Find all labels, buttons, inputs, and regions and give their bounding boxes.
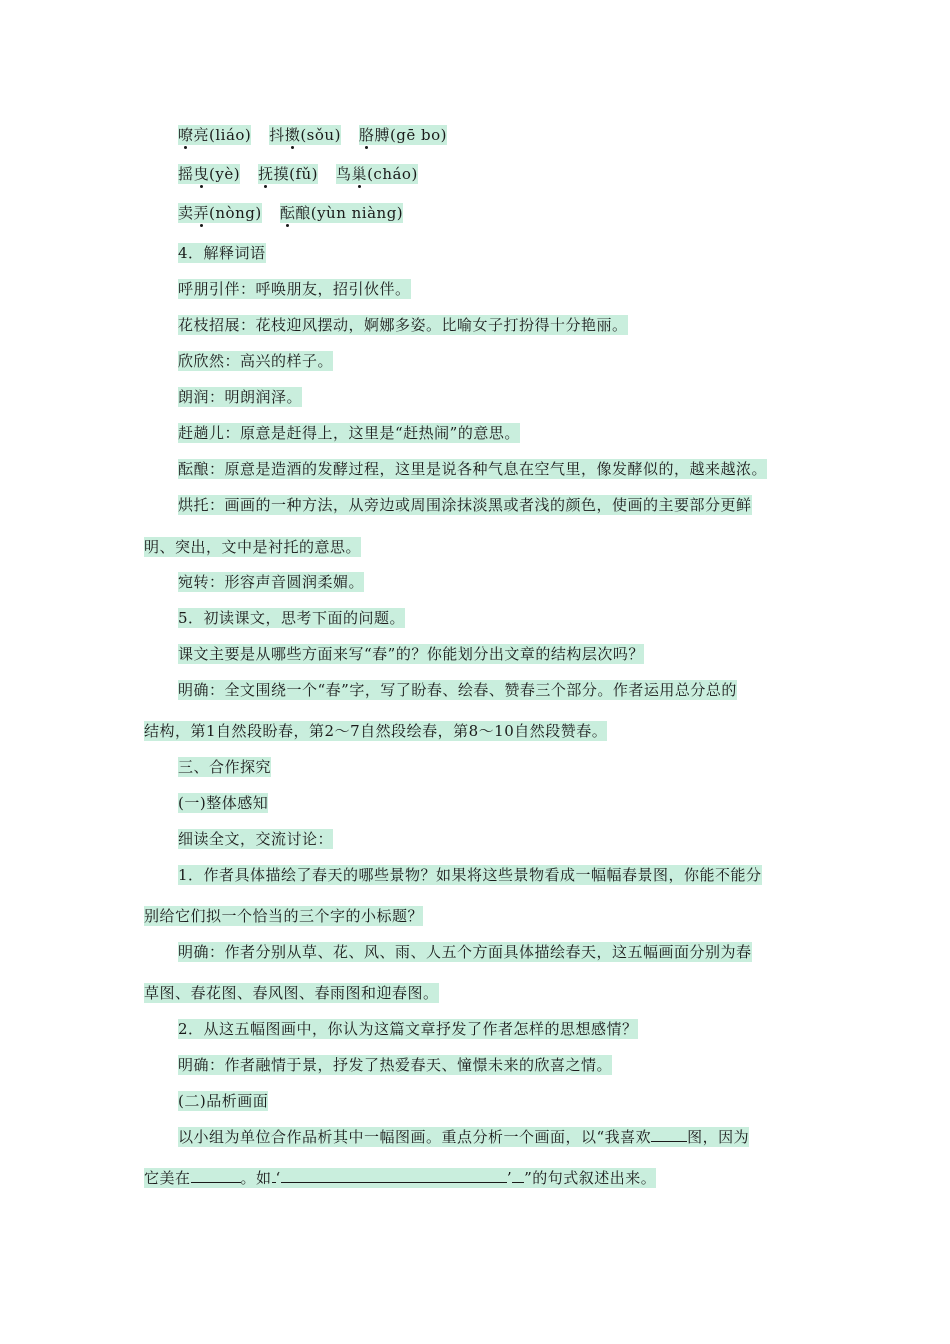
definition-line-cont: 明、突出，文中是衬托的意思。 [144, 538, 362, 556]
definition-line: 花枝招展：花枝迎风摆动，婀娜多姿。比喻女子打扮得十分艳丽。 [178, 316, 628, 334]
answer-line-cont: 结构，第1自然段盼春，第2～7自然段绘春，第8～10自然段赞春。 [144, 722, 608, 740]
definition-line: 赶趟儿：原意是赶得上，这里是“赶热闹”的意思。 [178, 424, 520, 442]
question-line-cont: 别给它们拟一个恰当的三个字的小标题？ [144, 907, 424, 925]
pinyin-term: 摇曳(yè) [178, 165, 241, 183]
fill-blank [281, 1168, 507, 1183]
section-heading: 三、合作探究 [178, 758, 272, 776]
definition-line: 呼朋引伴：呼唤朋友，招引伙伴。 [178, 280, 411, 298]
section-heading: 4．解释词语 [178, 244, 266, 262]
pinyin-term: 酝酿(yùn niàng) [279, 204, 404, 222]
definition-line: 宛转：形容声音圆润柔媚。 [178, 573, 365, 591]
question-line: 1．作者具体描绘了春天的哪些景物？如果将这些景物看成一幅幅春景图，你能不能分 [178, 866, 762, 884]
question-line: 2．从这五幅图画中，你认为这篇文章抒发了作者怎样的思想感情？ [178, 1020, 638, 1038]
pinyin-term: 胳膊(gē bo) [358, 126, 448, 144]
subsection-heading: (二)品析画面 [178, 1092, 269, 1110]
answer-line-cont: 草图、春花图、春风图、春雨图和迎春图。 [144, 984, 439, 1002]
pinyin-term: 卖弄(nòng) [178, 204, 262, 222]
answer-line: 明确：全文围绕一个“春”字，写了盼春、绘春、赞春三个部分。作者运用总分总的 [178, 681, 737, 699]
pinyin-row-2 [178, 164, 418, 184]
fill-blank [512, 1168, 524, 1183]
task-line: 以小组为单位合作品析其中一幅图画。重点分析一个画面，以“我喜欢 图，因为 [178, 1128, 750, 1146]
subsection-heading: (一)整体感知 [178, 794, 269, 812]
pinyin-row-1 [178, 125, 447, 145]
pinyin-term: 抖擞(sǒu) [269, 126, 341, 144]
definition-line: 酝酿：原意是造酒的发酵过程，这里是说各种气息在空气里，像发酵似的，越来越浓。 [178, 460, 768, 478]
pinyin-term: 鸟巢(cháo) [336, 165, 418, 183]
task-line-cont: 它美在 。如 ‘ ’ ”的句式叙述出来。 [144, 1169, 657, 1187]
fill-blank [272, 1168, 276, 1183]
fill-blank [191, 1168, 241, 1183]
question-heading: 5．初读课文，思考下面的问题。 [178, 609, 406, 627]
definition-line: 欣欣然：高兴的样子。 [178, 352, 334, 370]
pinyin-row-3 [178, 203, 403, 223]
instruction-line: 细读全文，交流讨论： [178, 830, 334, 848]
question-line: 课文主要是从哪些方面来写“春”的？你能划分出文章的结构层次吗？ [178, 645, 644, 663]
definition-line: 朗润：明朗润泽。 [178, 388, 303, 406]
answer-line: 明确：作者融情于景，抒发了热爱春天、憧憬未来的欣喜之情。 [178, 1056, 613, 1074]
answer-line: 明确：作者分别从草、花、风、雨、人五个方面具体描绘春天，这五幅画面分别为春 [178, 943, 752, 961]
pinyin-term: 嘹亮(liáo) [178, 126, 252, 144]
pinyin-term: 抚摸(fǔ) [258, 165, 319, 183]
definition-line: 烘托：画画的一种方法，从旁边或周围涂抹淡黑或者浅的颜色，使画的主要部分更鲜 [178, 496, 752, 514]
fill-blank [651, 1127, 687, 1142]
